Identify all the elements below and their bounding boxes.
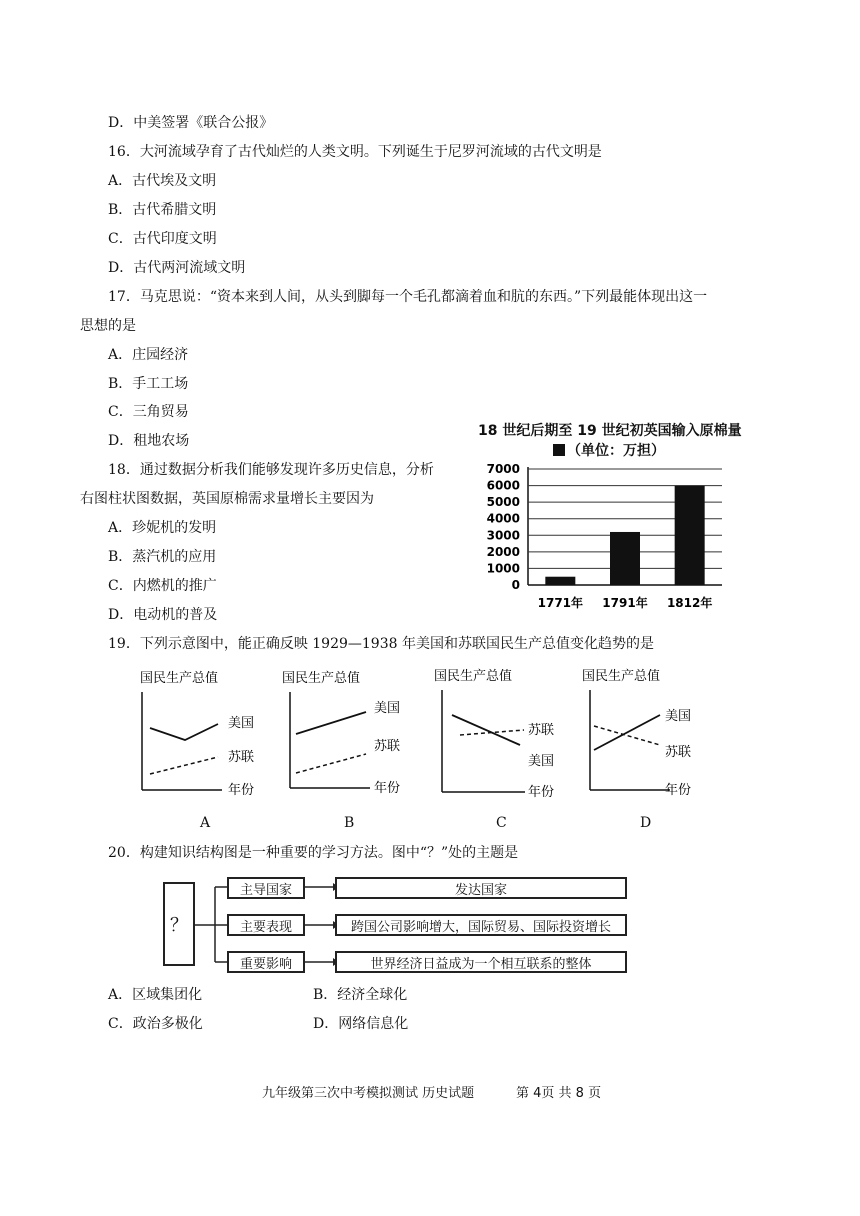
q16-option-b: B．古代希腊文明	[108, 202, 217, 218]
footer-page: 第 4页 共 8 页	[516, 1086, 602, 1101]
graph-c-ussr-label: 苏联	[528, 723, 555, 738]
q19-stem: 19．下列示意图中，能正确反映 1929—1938 年美国和苏联国民生产总值变化趋势的是	[108, 636, 654, 652]
y-tick-label: 2000	[486, 544, 520, 559]
graph-d-ylabel: 国民生产总值	[582, 669, 661, 684]
q20-option-a: A．区域集团化	[108, 987, 203, 1003]
graph-c	[430, 660, 575, 810]
graph-c-ylabel: 国民生产总值	[434, 669, 513, 684]
y-tick-label: 5000	[486, 495, 520, 510]
q20-option-c: C．政治多极化	[108, 1016, 203, 1032]
diagram-root: ？	[163, 882, 195, 966]
graph-d-ussr-label: 苏联	[665, 745, 692, 760]
graph-c-us-label: 美国	[528, 754, 555, 769]
diagram-content-3: 世界经济日益成为一个相互联系的整体	[335, 951, 627, 973]
graph-a-us-label: 美国	[228, 716, 255, 731]
bar	[545, 577, 575, 585]
diagram-content-2: 跨国公司影响增大，国际贸易、国际投资增长	[335, 914, 627, 936]
x-tick-label: 1771年	[537, 596, 584, 610]
y-tick-label: 1000	[486, 561, 520, 576]
bar	[675, 486, 705, 585]
y-tick-label: 4000	[486, 511, 520, 526]
graph-a-ylabel: 国民生产总值	[140, 671, 219, 686]
graph-d-ussr-line	[594, 726, 660, 745]
graph-a-us-line	[150, 724, 218, 740]
q17-option-c: C．三角贸易	[108, 404, 189, 420]
q18-option-d: D．电动机的普及	[108, 607, 218, 623]
q17-stem: 17．马克思说：“资本来到人间，从头到脚每一个毛孔都滴着血和肮的东西。”下列最能体现出这一	[108, 289, 708, 305]
graph-b-ussr-label: 苏联	[374, 739, 401, 754]
graph-d-xlabel: 年份	[665, 783, 692, 798]
q16-option-c: C．古代印度文明	[108, 231, 217, 247]
q16-option-a: A．古代埃及文明	[108, 173, 217, 189]
x-tick-label: 1812年	[666, 596, 713, 610]
graph-b-us-line	[296, 712, 366, 734]
graph-b	[278, 662, 418, 812]
y-tick-label: 7000	[486, 462, 520, 476]
graph-d-us-label: 美国	[665, 709, 692, 724]
graph-a-xlabel: 年份	[228, 783, 255, 798]
q17-stem-cont: 思想的是	[80, 318, 136, 334]
q17-option-b: B．手工工场	[108, 376, 189, 392]
q20-option-b: B．经济全球化	[313, 987, 408, 1003]
chart-legend-text: （单位：万担）	[567, 443, 665, 459]
diagram-label-1: 主导国家	[227, 877, 305, 899]
bar-chart	[470, 455, 750, 620]
graph-a	[130, 662, 270, 812]
graph-d-us-line	[594, 715, 660, 750]
x-tick-label: 1791年	[602, 596, 648, 610]
y-tick-label: 3000	[486, 528, 520, 543]
graph-c-us-line	[452, 715, 520, 745]
graph-b-us-label: 美国	[374, 701, 401, 716]
diagram-label-3: 重要影响	[227, 951, 305, 973]
graph-c-letter: C	[496, 815, 507, 831]
q15-option-d: D．中美签署《联合公报》	[108, 115, 274, 131]
q16-option-d: D．古代两河流域文明	[108, 260, 246, 276]
graph-a-ussr-label: 苏联	[228, 750, 255, 765]
q18-stem: 18．通过数据分析我们能够发现许多历史信息，分析	[108, 462, 434, 478]
chart-title: 18 世纪后期至 19 世纪初英国输入原棉量	[478, 423, 742, 439]
bar	[610, 532, 640, 585]
y-tick-label: 6000	[486, 478, 520, 493]
graph-b-letter: B	[344, 815, 355, 831]
q20-option-d: D．网络信息化	[313, 1016, 409, 1032]
graph-b-ylabel: 国民生产总值	[282, 671, 361, 686]
graph-a-letter: A	[200, 815, 211, 831]
y-tick-label: 0	[511, 578, 520, 592]
graph-d-letter: D	[640, 815, 652, 831]
q18-stem-cont: 右图柱状图数据，英国原棉需求量增长主要因为	[80, 491, 374, 507]
graph-b-ussr-line	[296, 754, 366, 773]
q18-option-b: B．蒸汽机的应用	[108, 549, 217, 565]
footer-title: 九年级第三次中考模拟测试 历史试题	[262, 1086, 475, 1101]
q20-stem: 20．构建知识结构图是一种重要的学习方法。图中“？”处的主题是	[108, 845, 519, 861]
graph-d	[578, 660, 718, 810]
q18-option-a: A．珍妮机的发明	[108, 520, 217, 536]
q16-stem: 16．大河流域孕育了古代灿烂的人类文明。下列诞生于尼罗河流域的古代文明是	[108, 144, 602, 160]
q17-option-a: A．庄园经济	[108, 347, 189, 363]
diagram-content-1: 发达国家	[335, 877, 627, 899]
graph-c-xlabel: 年份	[528, 785, 555, 800]
q18-option-c: C．内燃机的推广	[108, 578, 217, 594]
diagram-label-2: 主要表现	[227, 914, 305, 936]
graph-b-xlabel: 年份	[374, 781, 401, 796]
q17-option-d: D．租地农场	[108, 433, 190, 449]
graph-a-ussr-line	[150, 757, 218, 774]
